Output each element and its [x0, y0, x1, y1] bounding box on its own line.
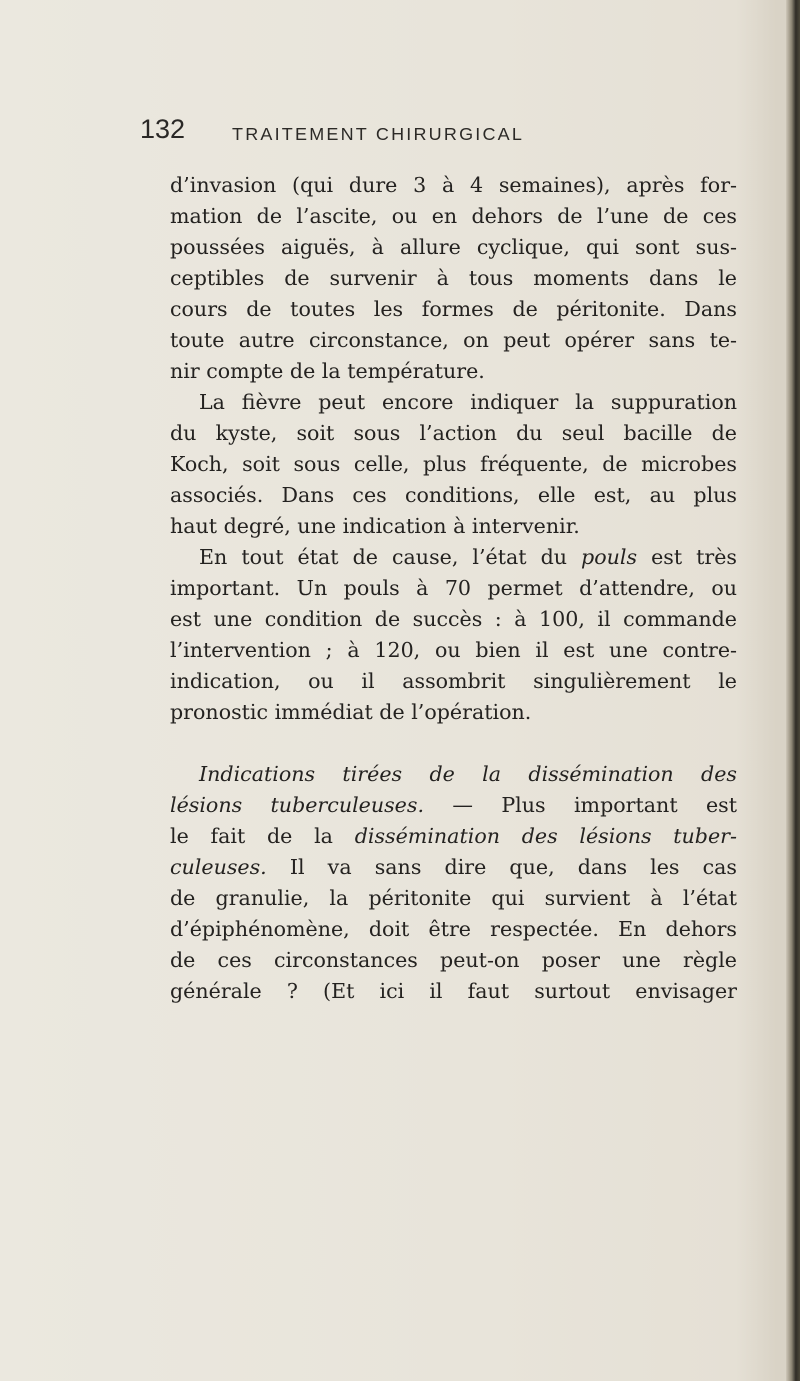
- text-segment: Il va sans dire que, dans les cas: [266, 855, 737, 879]
- text-line: nir compte de la température.: [170, 359, 485, 383]
- text-line: générale ? (Et ici il faut surtout envisager: [170, 979, 737, 1003]
- text-line: [170, 852, 737, 883]
- text-line: [170, 790, 737, 821]
- text-line: La fièvre peut encore indiquer la suppuration: [199, 390, 737, 414]
- section-heading-line: [170, 759, 737, 790]
- page-number: 132: [140, 114, 186, 144]
- text-line: ceptibles de survenir à tous moments dans le: [170, 266, 737, 290]
- text-line: mation de l’ascite, ou en dehors de l’une de ces: [170, 204, 737, 228]
- section-heading-text: Indications tirées de la dissémination des: [199, 762, 737, 786]
- text-line: important. Un pouls à 70 permet d’attendre, ou: [170, 576, 737, 600]
- text-line: haut degré, une indication à intervenir.: [170, 514, 580, 538]
- running-title: TRAITEMENT CHIRURGICAL: [232, 125, 525, 144]
- emphasis-pouls: pouls: [581, 545, 638, 569]
- emphasis-dissemination: dissémination des lésions tuber-: [354, 824, 737, 848]
- paragraph-spacer: [170, 728, 737, 759]
- text-line: [170, 542, 737, 573]
- text-line: d’invasion (qui dure 3 à 4 semaines), après for-: [170, 173, 737, 197]
- text-line: [170, 821, 737, 852]
- emphasis-culeuses: culeuses.: [170, 855, 267, 879]
- text-line: de ces circonstances peut-on poser une règle: [170, 948, 737, 972]
- text-line: poussées aiguës, à allure cyclique, qui sont sus-: [170, 235, 737, 259]
- text-line: Koch, soit sous celle, plus fréquente, de microbes: [170, 452, 737, 476]
- text-line: pronostic immédiat de l’opération.: [170, 700, 532, 724]
- text-line: associés. Dans ces conditions, elle est, au plus: [170, 483, 737, 507]
- paragraph-fever-period: [170, 170, 737, 387]
- page-binding-edge: [786, 0, 800, 1381]
- text-line: l’intervention ; à 120, ou bien il est une contre-: [170, 638, 737, 662]
- text-line: toute autre circonstance, on peut opérer sans te-: [170, 328, 737, 352]
- paragraph-suppuration: [170, 387, 737, 542]
- paragraph-pulse: [170, 542, 737, 728]
- text-line: indication, ou il assombrit singulièrement le: [170, 669, 737, 693]
- paragraph-dissemination: [170, 759, 737, 1007]
- text-line: du kyste, soit sous l’action du seul bacille de: [170, 421, 737, 445]
- text-segment: En tout état de cause, l’état du: [199, 545, 582, 569]
- section-heading-text: lésions tuberculeuses.: [170, 793, 424, 817]
- text-line: de granulie, la péritonite qui survient à l’état: [170, 886, 737, 910]
- text-line: d’épiphénomène, doit être respectée. En dehors: [170, 917, 737, 941]
- text-line: cours de toutes les formes de péritonite. Dans: [170, 297, 737, 321]
- text-line: est une condition de succès : à 100, il commande: [170, 607, 737, 631]
- body-text: [170, 170, 737, 1007]
- text-segment: — Plus important est: [423, 793, 737, 817]
- text-segment: le fait de la: [170, 824, 355, 848]
- text-segment: est très: [637, 545, 738, 569]
